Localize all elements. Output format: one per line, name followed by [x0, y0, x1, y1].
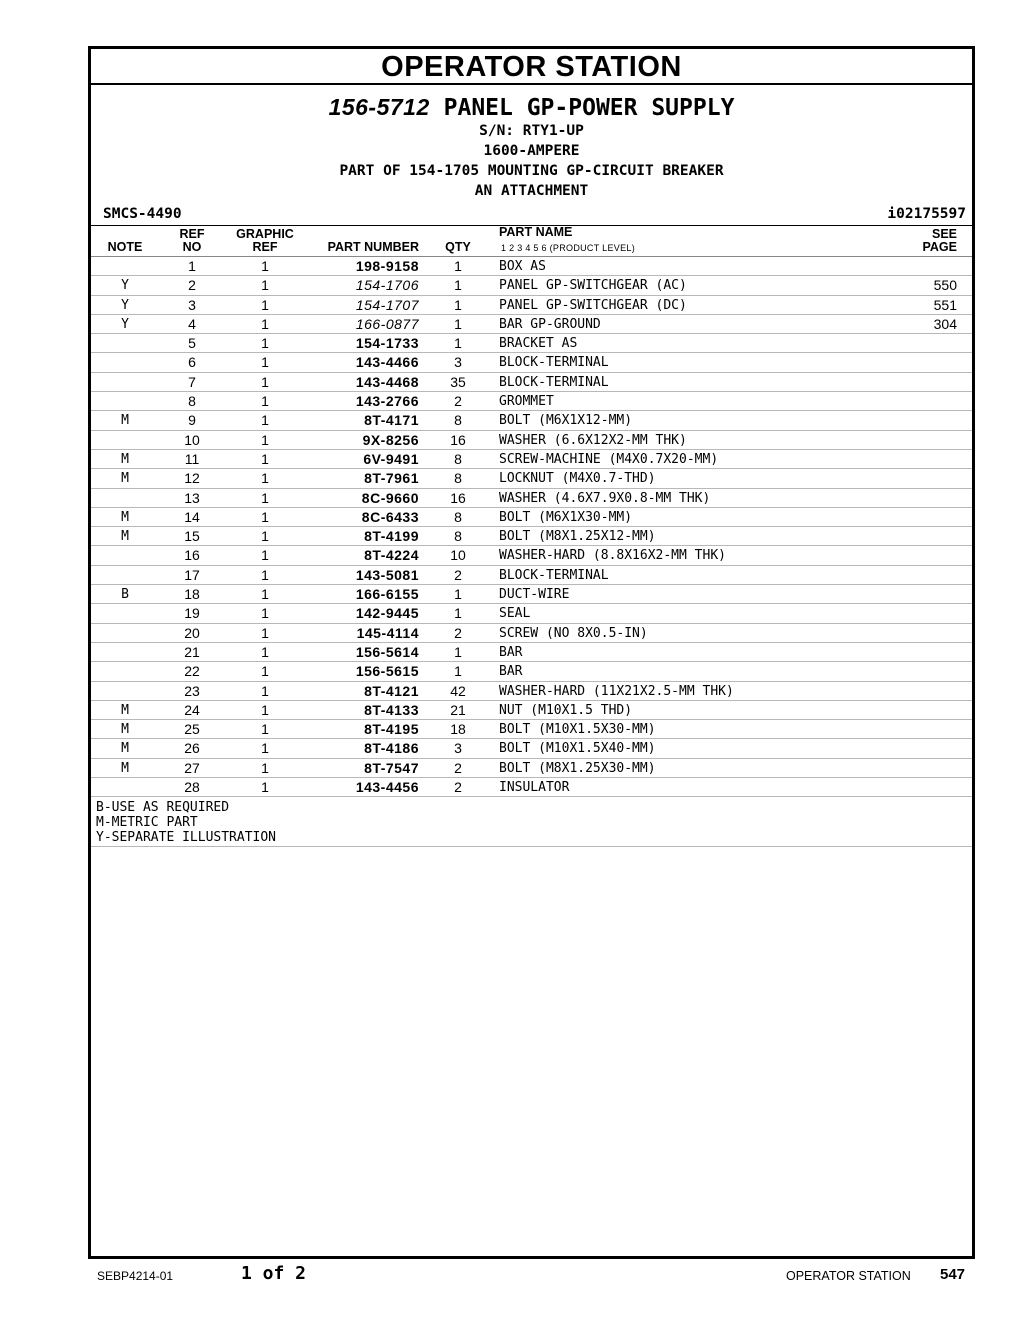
part-number-cell: 154-1707: [355, 296, 419, 313]
col-part-name: PART NAME: [499, 225, 573, 239]
graphic-ref-cell: 1: [261, 682, 269, 699]
graphic-ref-cell: 1: [261, 740, 269, 757]
legend-note: M-METRIC PART: [96, 815, 198, 831]
graphic-ref-cell: 1: [261, 605, 269, 622]
col-ref-top: REF: [179, 227, 205, 241]
col-product-levels: 1 2 3 4 5 6 (PRODUCT LEVEL): [501, 243, 635, 253]
parts-page-frame: [88, 46, 975, 1259]
graphic-ref-cell: 1: [261, 489, 269, 506]
rating-line: 1600-AMPERE: [483, 143, 580, 159]
ref-no-cell: 21: [184, 643, 200, 660]
note-cell: M: [121, 529, 129, 545]
note-cell: Y: [121, 316, 129, 332]
note-cell: M: [121, 741, 129, 757]
part-number-cell: 143-4468: [355, 373, 419, 390]
table-row: [91, 392, 972, 411]
ref-no-cell: 24: [184, 701, 200, 718]
ref-no-cell: 3: [188, 296, 196, 313]
table-row: [91, 257, 972, 276]
table-row: [91, 411, 972, 430]
part-of-line: PART OF 154-1705 MOUNTING GP-CIRCUIT BREAKER: [339, 163, 724, 179]
table-row: [91, 643, 972, 662]
part-number-cell: 145-4114: [356, 624, 419, 641]
graphic-ref-cell: 1: [261, 779, 269, 796]
table-row: [91, 373, 972, 392]
part-name-cell: WASHER (6.6X12X2-MM THK): [499, 432, 687, 448]
graphic-ref-cell: 1: [261, 508, 269, 525]
table-row: [91, 739, 972, 758]
part-number-cell: 198-9158: [355, 258, 419, 274]
qty-cell: 16: [450, 489, 466, 506]
graphic-ref-cell: 1: [261, 315, 269, 332]
graphic-ref-cell: 1: [261, 450, 269, 467]
part-number-cell: 143-2766: [355, 393, 419, 410]
part-name-cell: WASHER (4.6X7.9X0.8-MM THK): [499, 490, 711, 506]
ref-no-cell: 5: [188, 335, 196, 352]
graphic-ref-cell: 1: [261, 643, 269, 660]
ref-no-cell: 27: [184, 759, 200, 776]
part-number-cell: 143-5081: [355, 566, 419, 583]
note-cell: M: [121, 702, 129, 718]
attachment-line: AN ATTACHMENT: [474, 183, 589, 199]
part-name-cell: NUT (M10X1.5 THD): [499, 702, 633, 718]
qty-cell: 2: [454, 759, 462, 776]
ref-no-cell: 2: [188, 277, 196, 294]
part-name-cell: BLOCK-TERMINAL: [499, 355, 609, 371]
part-number-cell: 8C-6433: [361, 508, 419, 525]
graphic-ref-cell: 1: [261, 566, 269, 583]
table-row: [91, 450, 972, 469]
qty-cell: 3: [454, 354, 462, 371]
table-row: [91, 296, 972, 315]
part-number-cell: 154-1706: [355, 277, 419, 294]
qty-cell: 1: [454, 586, 462, 603]
graphic-ref-cell: 1: [261, 277, 269, 294]
qty-cell: 16: [450, 431, 466, 448]
ref-no-cell: 9: [188, 412, 196, 429]
table-row: [91, 624, 972, 643]
qty-cell: 8: [454, 508, 462, 525]
part-name-cell: WASHER-HARD (11X21X2.5-MM THK): [499, 683, 734, 699]
graphic-ref-cell: 1: [261, 624, 269, 641]
graphic-ref-cell: 1: [261, 547, 269, 564]
table-row: [91, 604, 972, 623]
ref-no-cell: 8: [188, 393, 196, 410]
legend-notes: [91, 797, 972, 847]
see-page-cell: 304: [933, 315, 957, 332]
ref-no-cell: 12: [184, 470, 200, 487]
part-name-cell: SCREW-MACHINE (M4X0.7X20-MM): [499, 451, 719, 467]
graphic-ref-cell: 1: [261, 721, 269, 738]
note-cell: M: [121, 760, 129, 776]
part-number-cell: 8T-7547: [364, 759, 419, 776]
part-name-cell: INSULATOR: [499, 780, 570, 796]
table-row: [91, 759, 972, 778]
codes-row: [91, 201, 972, 225]
see-page-cell: 550: [933, 277, 957, 294]
part-number-cell: 8T-4171: [364, 412, 419, 429]
part-number-cell: 142-9445: [355, 605, 419, 622]
page-number: 547: [940, 1266, 966, 1283]
qty-cell: 1: [454, 315, 462, 332]
graphic-ref-cell: 1: [261, 373, 269, 390]
table-row: [91, 662, 972, 681]
part-name-cell: BLOCK-TERMINAL: [499, 374, 609, 390]
column-header: [91, 225, 972, 257]
part-number-cell: 8T-4195: [364, 721, 419, 738]
col-see-bottom: PAGE: [922, 240, 957, 254]
note-cell: M: [121, 722, 129, 738]
part-number-cell: 8T-4121: [364, 682, 419, 699]
table-row: [91, 682, 972, 701]
part-name-cell: BOLT (M6X1X12-MM): [499, 413, 633, 429]
part-number-cell: 166-6155: [355, 586, 419, 603]
qty-cell: 35: [450, 373, 466, 390]
group-title: [91, 94, 972, 121]
section-title: OPERATOR STATION: [91, 49, 972, 85]
part-number-cell: 8T-4199: [364, 528, 419, 545]
graphic-ref-cell: 1: [261, 470, 269, 487]
graphic-ref-cell: 1: [261, 335, 269, 352]
qty-cell: 2: [454, 779, 462, 796]
graphic-ref-cell: 1: [261, 354, 269, 371]
qty-cell: 8: [454, 470, 462, 487]
part-name-cell: WASHER-HARD (8.8X16X2-MM THK): [499, 548, 726, 564]
ref-no-cell: 4: [188, 315, 196, 332]
qty-cell: 2: [454, 393, 462, 410]
part-number-cell: 9X-8256: [362, 431, 419, 448]
smcs-code: SMCS-4490: [103, 206, 182, 222]
note-cell: Y: [121, 297, 129, 313]
table-row: [91, 778, 972, 797]
part-name-cell: BOLT (M10X1.5X40-MM): [499, 741, 656, 757]
part-number-cell: 8C-9660: [361, 489, 419, 506]
part-name-cell: BOLT (M6X1X30-MM): [499, 509, 633, 525]
ref-no-cell: 13: [184, 489, 200, 506]
qty-cell: 1: [454, 335, 462, 352]
qty-cell: 42: [450, 682, 466, 699]
ref-no-cell: 28: [184, 779, 200, 796]
ref-no-cell: 18: [184, 586, 200, 603]
part-name-cell: GROMMET: [499, 394, 554, 410]
ref-no-cell: 23: [184, 682, 200, 699]
qty-cell: 3: [454, 740, 462, 757]
ref-no-cell: 7: [188, 373, 196, 390]
part-name-cell: BRACKET AS: [499, 336, 578, 352]
table-row: [91, 334, 972, 353]
note-cell: M: [121, 413, 129, 429]
part-name-cell: BOX AS: [499, 259, 546, 274]
qty-cell: 1: [454, 296, 462, 313]
part-number-cell: 8T-4186: [364, 740, 419, 757]
legend-note: B-USE AS REQUIRED: [96, 800, 230, 816]
graphic-ref-cell: 1: [261, 393, 269, 410]
table-row: [91, 431, 972, 450]
ref-no-cell: 16: [184, 547, 200, 564]
col-graphic-bottom: REF: [252, 240, 278, 254]
table-row: [91, 527, 972, 546]
ref-no-cell: 26: [184, 740, 200, 757]
note-cell: Y: [121, 278, 129, 294]
page-footer: [0, 1262, 1020, 1292]
part-name-cell: BLOCK-TERMINAL: [499, 567, 609, 583]
qty-cell: 1: [454, 258, 462, 274]
qty-cell: 1: [454, 277, 462, 294]
table-row: [91, 469, 972, 488]
table-row: [91, 566, 972, 585]
see-page-cell: 551: [933, 296, 957, 313]
note-cell: M: [121, 471, 129, 487]
part-number-cell: 6V-9491: [363, 450, 419, 467]
graphic-ref-cell: 1: [261, 258, 269, 274]
qty-cell: 21: [450, 701, 466, 718]
col-see-top: SEE: [931, 227, 957, 241]
qty-cell: 8: [454, 528, 462, 545]
table-row: [91, 546, 972, 565]
ref-no-cell: 17: [184, 566, 200, 583]
part-name-cell: BAR: [499, 644, 523, 660]
graphic-ref-cell: 1: [261, 663, 269, 680]
table-row: [91, 315, 972, 334]
serial-range: S/N: RTY1-UP: [479, 123, 584, 139]
part-name-cell: LOCKNUT (M4X0.7-THD): [499, 471, 656, 487]
note-cell: B: [121, 587, 129, 603]
ref-no-cell: 15: [184, 528, 200, 545]
note-cell: M: [121, 451, 129, 467]
ref-no-cell: 22: [184, 663, 200, 680]
group-header: [91, 94, 972, 201]
qty-cell: 8: [454, 450, 462, 467]
part-number-cell: 8T-4133: [364, 701, 419, 718]
part-name-cell: PANEL GP-SWITCHGEAR (DC): [499, 297, 687, 313]
ref-no-cell: 14: [184, 508, 200, 525]
graphic-ref-cell: 1: [261, 296, 269, 313]
ref-no-cell: 11: [184, 450, 200, 467]
ref-no-cell: 10: [184, 431, 200, 448]
table-row: [91, 720, 972, 739]
qty-cell: 1: [454, 643, 462, 660]
qty-cell: 2: [454, 566, 462, 583]
part-name-cell: BAR GP-GROUND: [499, 316, 601, 332]
graphic-ref-cell: 1: [261, 528, 269, 545]
table-row: [91, 353, 972, 372]
qty-cell: 18: [450, 721, 466, 738]
graphic-ref-cell: 1: [261, 701, 269, 718]
table-row: [91, 701, 972, 720]
legend-note: Y-SEPARATE ILLUSTRATION: [96, 830, 277, 846]
graphic-ref-cell: 1: [261, 586, 269, 603]
ref-no-cell: 1: [188, 258, 196, 274]
doc-id: SEBP4214-01: [97, 1269, 174, 1283]
part-number-cell: 156-5615: [355, 663, 419, 680]
ref-no-cell: 6: [188, 354, 196, 371]
col-note: NOTE: [107, 240, 143, 254]
ref-no-cell: 19: [184, 605, 200, 622]
ref-no-cell: 25: [184, 721, 200, 738]
graphic-ref-cell: 1: [261, 431, 269, 448]
part-name-cell: BOLT (M8X1.25X12-MM): [499, 529, 656, 545]
part-number-cell: 154-1733: [355, 335, 419, 352]
col-part-number: PART NUMBER: [327, 240, 419, 254]
qty-cell: 10: [450, 547, 466, 564]
part-number-cell: 8T-4224: [364, 547, 419, 564]
parts-table: [91, 257, 972, 797]
footer-section: OPERATOR STATION: [786, 1269, 911, 1283]
part-number-cell: 8T-7961: [364, 470, 419, 487]
part-name-cell: PANEL GP-SWITCHGEAR (AC): [499, 278, 687, 294]
table-row: [91, 276, 972, 295]
part-name-cell: SCREW (NO 8X0.5-IN): [499, 625, 648, 641]
part-name-cell: DUCT-WIRE: [499, 587, 570, 603]
col-graphic-top: GRAPHIC: [236, 227, 294, 241]
part-number-cell: 143-4456: [355, 779, 419, 796]
col-qty: QTY: [445, 240, 471, 254]
col-ref-bottom: NO: [182, 240, 202, 254]
table-row: [91, 489, 972, 508]
note-cell: M: [121, 509, 129, 525]
part-name-cell: BAR: [499, 664, 523, 680]
qty-cell: 1: [454, 605, 462, 622]
page-of: 1 of 2: [241, 1263, 307, 1284]
table-row: [91, 585, 972, 604]
table-row: [91, 508, 972, 527]
part-name-cell: BOLT (M10X1.5X30-MM): [499, 722, 656, 738]
part-number-cell: 156-5614: [355, 643, 419, 660]
part-number-cell: 143-4466: [355, 354, 419, 371]
illustration-id: i02175597: [887, 206, 966, 222]
part-name-cell: SEAL: [499, 606, 531, 622]
qty-cell: 2: [454, 624, 462, 641]
group-part-name: PANEL GP-POWER SUPPLY: [443, 95, 735, 121]
qty-cell: 8: [454, 412, 462, 429]
graphic-ref-cell: 1: [261, 412, 269, 429]
qty-cell: 1: [454, 663, 462, 680]
part-name-cell: BOLT (M8X1.25X30-MM): [499, 760, 656, 776]
ref-no-cell: 20: [184, 624, 200, 641]
group-part-number: 156-5712: [328, 94, 430, 120]
graphic-ref-cell: 1: [261, 759, 269, 776]
part-number-cell: 166-0877: [355, 315, 419, 332]
